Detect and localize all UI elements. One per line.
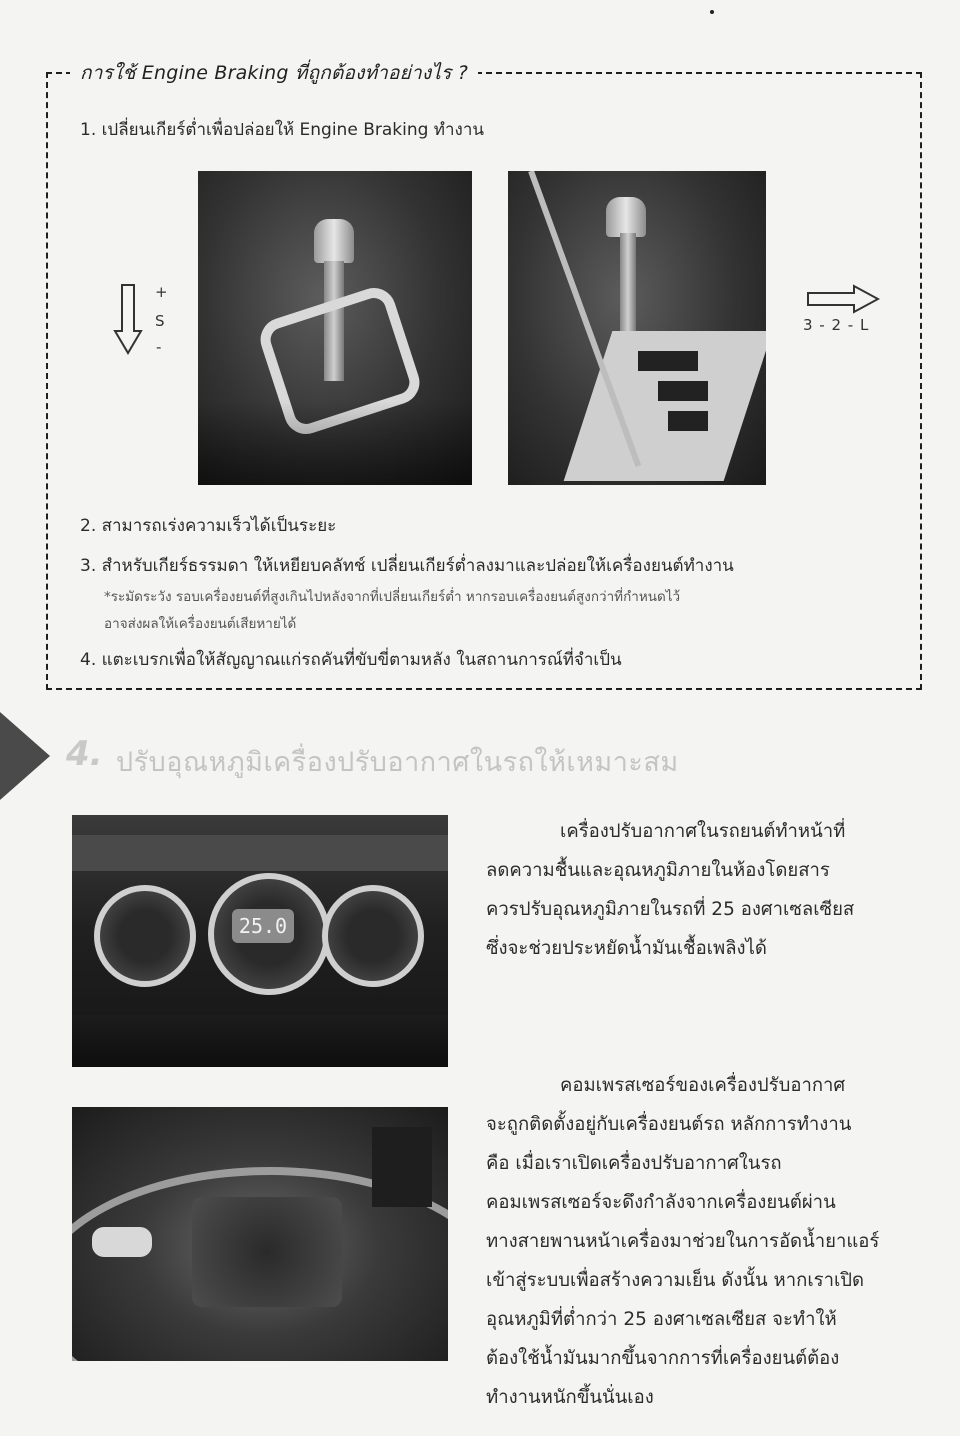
box-title: การใช้ Engine Braking ที่ถูกต้องทำอย่างไร ? [70, 58, 478, 88]
shifter-photo-1 [198, 171, 472, 485]
ac-paragraph-line: ควรปรับอุณหภูมิภายในรถที่ 25 องศาเซลเซียส [486, 899, 855, 920]
ac-paragraph-line: ลดความชื้นและอุณหภูมิภายในห้องโดยสาร [486, 860, 830, 881]
step-3: 3. สำหรับเกียร์ธรรมดา ให้เหยียบคลัทช์ เปลี่ยนเกียร์ต่ำลงมาและปล่อยให้เครื่องยนต์ทำงาน [80, 556, 734, 576]
engine-compressor-photo [72, 1107, 448, 1361]
compressor-paragraph-line: ต้องใช้น้ำมันมากขึ้นจากการที่เครื่องยนต์ต้อง [486, 1348, 840, 1369]
ac-paragraph-line: เครื่องปรับอากาศในรถยนต์ทำหน้าที่ [560, 821, 846, 842]
compressor-paragraph-line: เข้าสู่ระบบเพื่อสร้างความเย็น ดังนั้น หากเราเปิด [486, 1270, 865, 1291]
shift-minus-label: - [156, 338, 162, 356]
speck [710, 10, 714, 14]
compressor-paragraph-line: ทำงานหนักขึ้นนั่นเอง [486, 1387, 654, 1408]
ac-paragraph-line: ซึ่งจะช่วยประหยัดน้ำมันเชื้อเพลิงได้ [486, 938, 767, 959]
arrow-down-icon [113, 283, 143, 355]
compressor-paragraph-line: ทางสายพานหน้าเครื่องมาช่วยในการอัดน้ำยาแอร์ [486, 1231, 880, 1252]
ac-control-photo [72, 815, 448, 1067]
step-1: 1. เปลี่ยนเกียร์ต่ำเพื่อปล่อยให้ Engine Braking ทำงาน [80, 120, 485, 140]
shift-plus-label: + [155, 283, 168, 301]
shift-s-label: S [155, 312, 165, 330]
compressor-paragraph [486, 1066, 878, 1417]
compressor-paragraph-line: คอมเพรสเซอร์ของเครื่องปรับอากาศ [560, 1075, 846, 1096]
warning-note-line-2: อาจส่งผลให้เครื่องยนต์เสียหายได้ [104, 616, 297, 632]
compressor-paragraph-line: คือ เมื่อเราเปิดเครื่องปรับอากาศในรถ [486, 1153, 782, 1174]
compressor-paragraph-line: อุณหภูมิที่ต่ำกว่า 25 องศาเซลเซียส จะทำให้ [486, 1309, 837, 1330]
section-marker-icon [0, 712, 50, 800]
ac-paragraph [486, 812, 878, 968]
warning-note-line-1: *ระมัดระวัง รอบเครื่องยนต์ที่สูงเกินไปหลังจากที่เปลี่ยนเกียร์ต่ำ หากรอบเครื่องยนต์สูงกว่าที่กำหนดไว้ [104, 589, 681, 605]
arrow-right-icon [806, 284, 880, 314]
shifter-photo-2 [508, 171, 766, 485]
compressor-paragraph-line: คอมเพรสเซอร์จะดึงกำลังจากเครื่องยนต์ผ่าน [486, 1192, 836, 1213]
gear-sequence-label: 3 - 2 - L [803, 316, 870, 334]
section-number: 4. [66, 734, 103, 774]
ac-temperature-display: 25.0 [232, 909, 294, 943]
step-2: 2. สามารถเร่งความเร็วได้เป็นระยะ [80, 516, 337, 536]
section-title: ปรับอุณหภูมิเครื่องปรับอากาศในรถให้เหมาะสม [116, 747, 679, 778]
step-4: 4. แตะเบรกเพื่อให้สัญญาณแก่รถคันที่ขับขี่ตามหลัง ในสถานการณ์ที่จำเป็น [80, 650, 622, 670]
compressor-paragraph-line: จะถูกติดตั้งอยู่กับเครื่องยนต์รถ หลักการทำงาน [486, 1114, 852, 1135]
